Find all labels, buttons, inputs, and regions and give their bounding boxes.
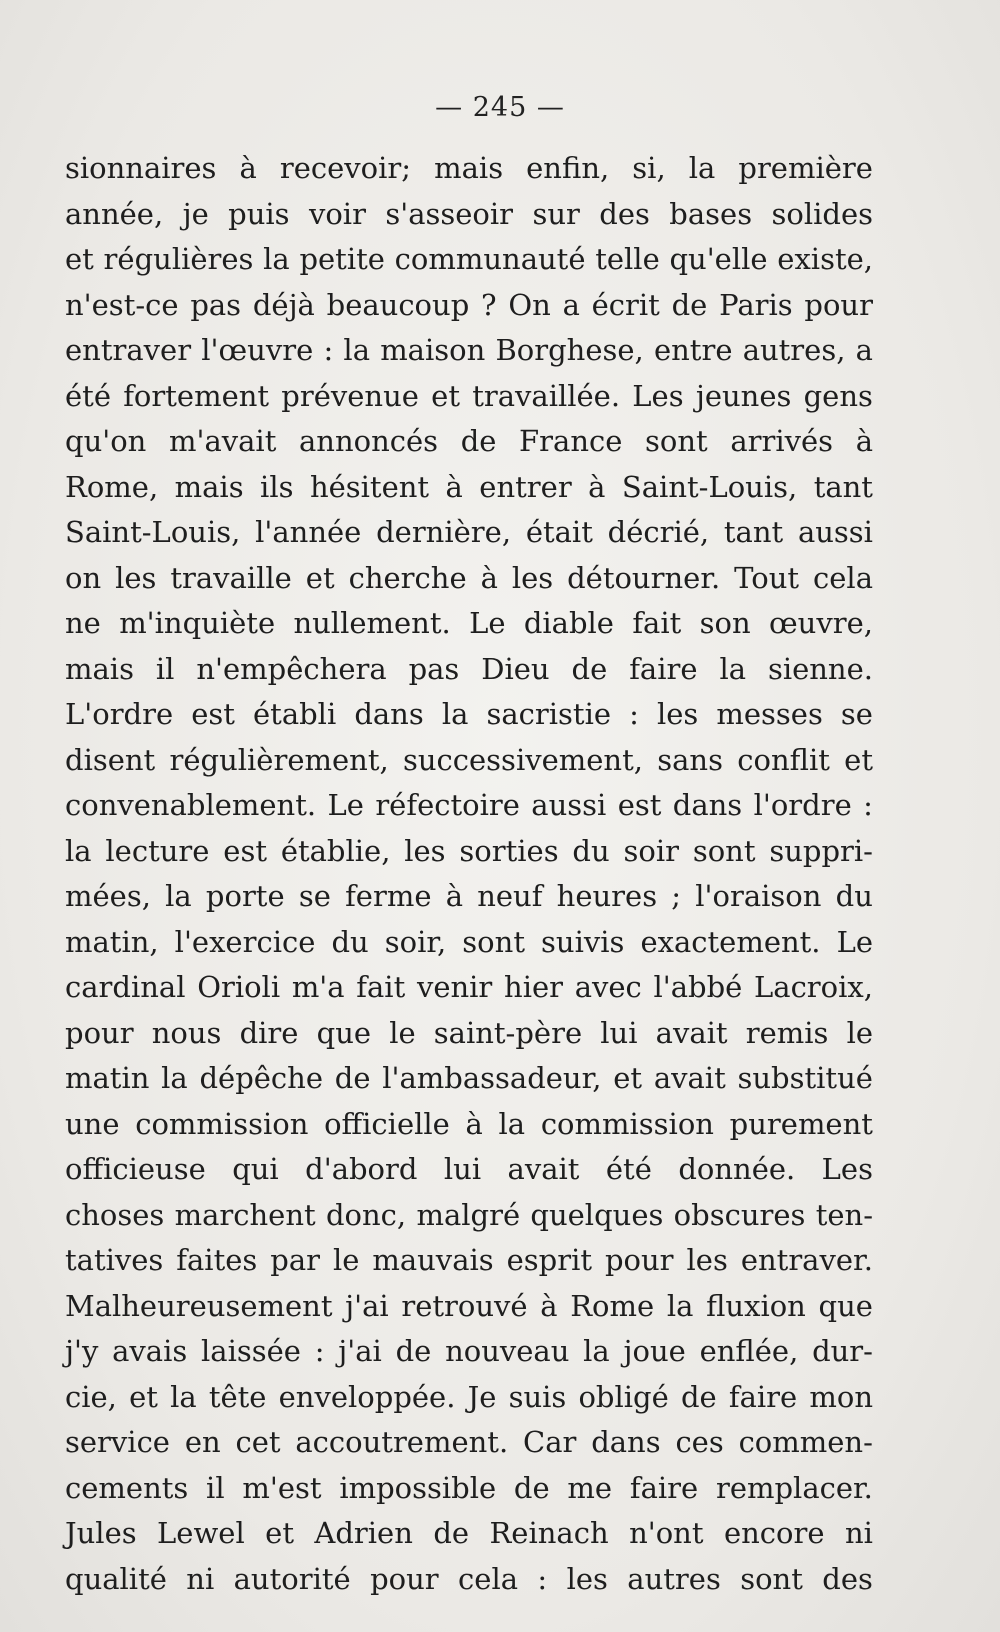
text-line: choses marchent donc, malgré quelques obscures ten- <box>65 1197 873 1232</box>
text-line: Malheureusement j'ai retrouvé à Rome la fluxion que <box>65 1288 873 1323</box>
text-line: j'y avais laissée : j'ai de nouveau la joue enflée, dur- <box>65 1334 873 1368</box>
text-line: on les travaille et cherche à les détourner. Tout cela <box>65 560 873 595</box>
text-line: matin, l'exercice du soir, sont suivis exactement. Le <box>65 924 873 959</box>
text-line: ne m'inquiète nullement. Le diable fait son œuvre, <box>65 606 873 640</box>
text-line: sionnaires à recevoir; mais enfin, si, la première <box>65 151 873 185</box>
text-line: été fortement prévenue et travaillée. Les jeunes gens <box>65 378 873 413</box>
text-line: entraver l'œuvre : la maison Borghese, entre autres, a <box>65 333 873 367</box>
text-line: et régulières la petite communauté telle qu'elle existe, <box>65 242 873 276</box>
text-line: cardinal Orioli m'a fait venir hier avec l'abbé Lacroix, <box>65 970 873 1004</box>
text-line: officieuse qui d'abord lui avait été donnée. Les <box>65 1152 873 1186</box>
text-line: L'ordre est établi dans la sacristie : les messes se <box>65 697 873 731</box>
text-line: mées, la porte se ferme à neuf heures ; l'oraison du <box>65 879 873 913</box>
text-line: convenablement. Le réfectoire aussi est dans l'ordre : <box>65 788 873 822</box>
text-line: Rome, mais ils hésitent à entrer à Saint-Louis, tant <box>65 469 873 504</box>
text-line: qu'on m'avait annoncés de France sont arrivés à <box>65 424 873 458</box>
text-line: mais il n'empêchera pas Dieu de faire la sienne. <box>65 651 873 686</box>
text-line: année, je puis voir s'asseoir sur des bases solides <box>65 196 873 231</box>
text-line: matin la dépêche de l'ambassadeur, et avait substitué <box>65 1061 873 1095</box>
text-line: pour nous dire que le saint-père lui avait remis le <box>65 1015 873 1050</box>
text-line: une commission officielle à la commission purement <box>65 1106 873 1141</box>
text-line: Jules Lewel et Adrien de Reinach n'ont encore ni <box>65 1516 873 1550</box>
text-line: qualité ni autorité pour cela : les autres sont des <box>65 1561 873 1596</box>
page-number: — 245 — <box>435 92 565 123</box>
body-text <box>65 146 873 1602</box>
text-line: cements il m'est impossible de me faire remplacer. <box>65 1470 873 1505</box>
text-line: tatives faites par le mauvais esprit pour les entraver. <box>65 1243 873 1277</box>
text-line: service en cet accoutrement. Car dans ces commen- <box>65 1425 873 1459</box>
text-line: disent régulièrement, successivement, sans conflit et <box>65 742 873 777</box>
text-line: la lecture est établie, les sorties du soir sont suppri- <box>65 833 873 868</box>
text-line: cie, et la tête enveloppée. Je suis obligé de faire mon <box>65 1379 873 1414</box>
text-line: n'est-ce pas déjà beaucoup ? On a écrit de Paris pour <box>65 287 873 322</box>
text-line: Saint-Louis, l'année dernière, était décrié, tant aussi <box>65 515 873 549</box>
